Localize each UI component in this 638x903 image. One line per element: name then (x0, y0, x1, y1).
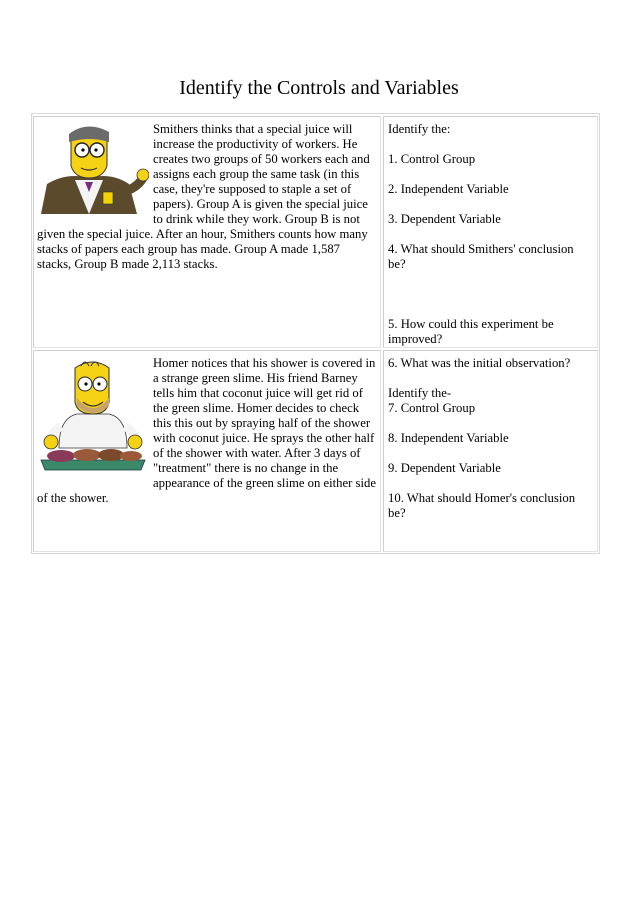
homer-scenario-cell (33, 350, 381, 552)
question-9: 9. Dependent Variable (388, 461, 501, 475)
smithers-illustration (37, 122, 149, 214)
question-8: 8. Independent Variable (388, 431, 509, 445)
question-4: 4. What should Smithers' conclusion be? (388, 242, 574, 271)
homer-questions-cell (383, 350, 598, 552)
identify-heading: Identify the: (388, 122, 451, 136)
question-3: 3. Dependent Variable (388, 212, 501, 226)
question-1: 1. Control Group (388, 152, 476, 166)
smithers-questions-cell (383, 116, 598, 348)
question-2: 2. Independent Variable (388, 182, 509, 196)
question-10: 10. What should Homer's conclusion be? (388, 491, 576, 520)
smithers-scenario-text: Smithers thinks that a special juice will increase the productivity of workers. He creates two groups of 50 workers each and assigns each group the same task (in this case, they're supposed to staple a set of papers). Group A is given the special juice to drink while they work. Group B is not given the special juice. After an hour, Smithers counts how many stacks of papers each group has made. Group A made 1,587 stacks, Group B made 2,113 stacks. (37, 122, 370, 271)
smithers-scenario-cell (33, 116, 381, 348)
page-title: Identify the Controls and Variables (179, 77, 459, 99)
question-7: 7. Control Group (388, 401, 476, 415)
homer-scenario-text: Homer notices that his shower is covered in a strange green slime. His friend Barney tells him that coconut juice will get rid of the green slime. Homer decides to check this this out by spraying half of the shower with coconut juice. He sprays the other half of the shower with water. After 3 days of "treatment" there is no change in the appearance of the green slime on either side of the shower. (37, 356, 376, 505)
identify-heading-2: Identify the- (388, 386, 452, 400)
question-6: 6. What was the initial observation? (388, 356, 571, 370)
question-5: 5. How could this experiment be improved? (388, 317, 554, 346)
homer-illustration (37, 356, 149, 478)
